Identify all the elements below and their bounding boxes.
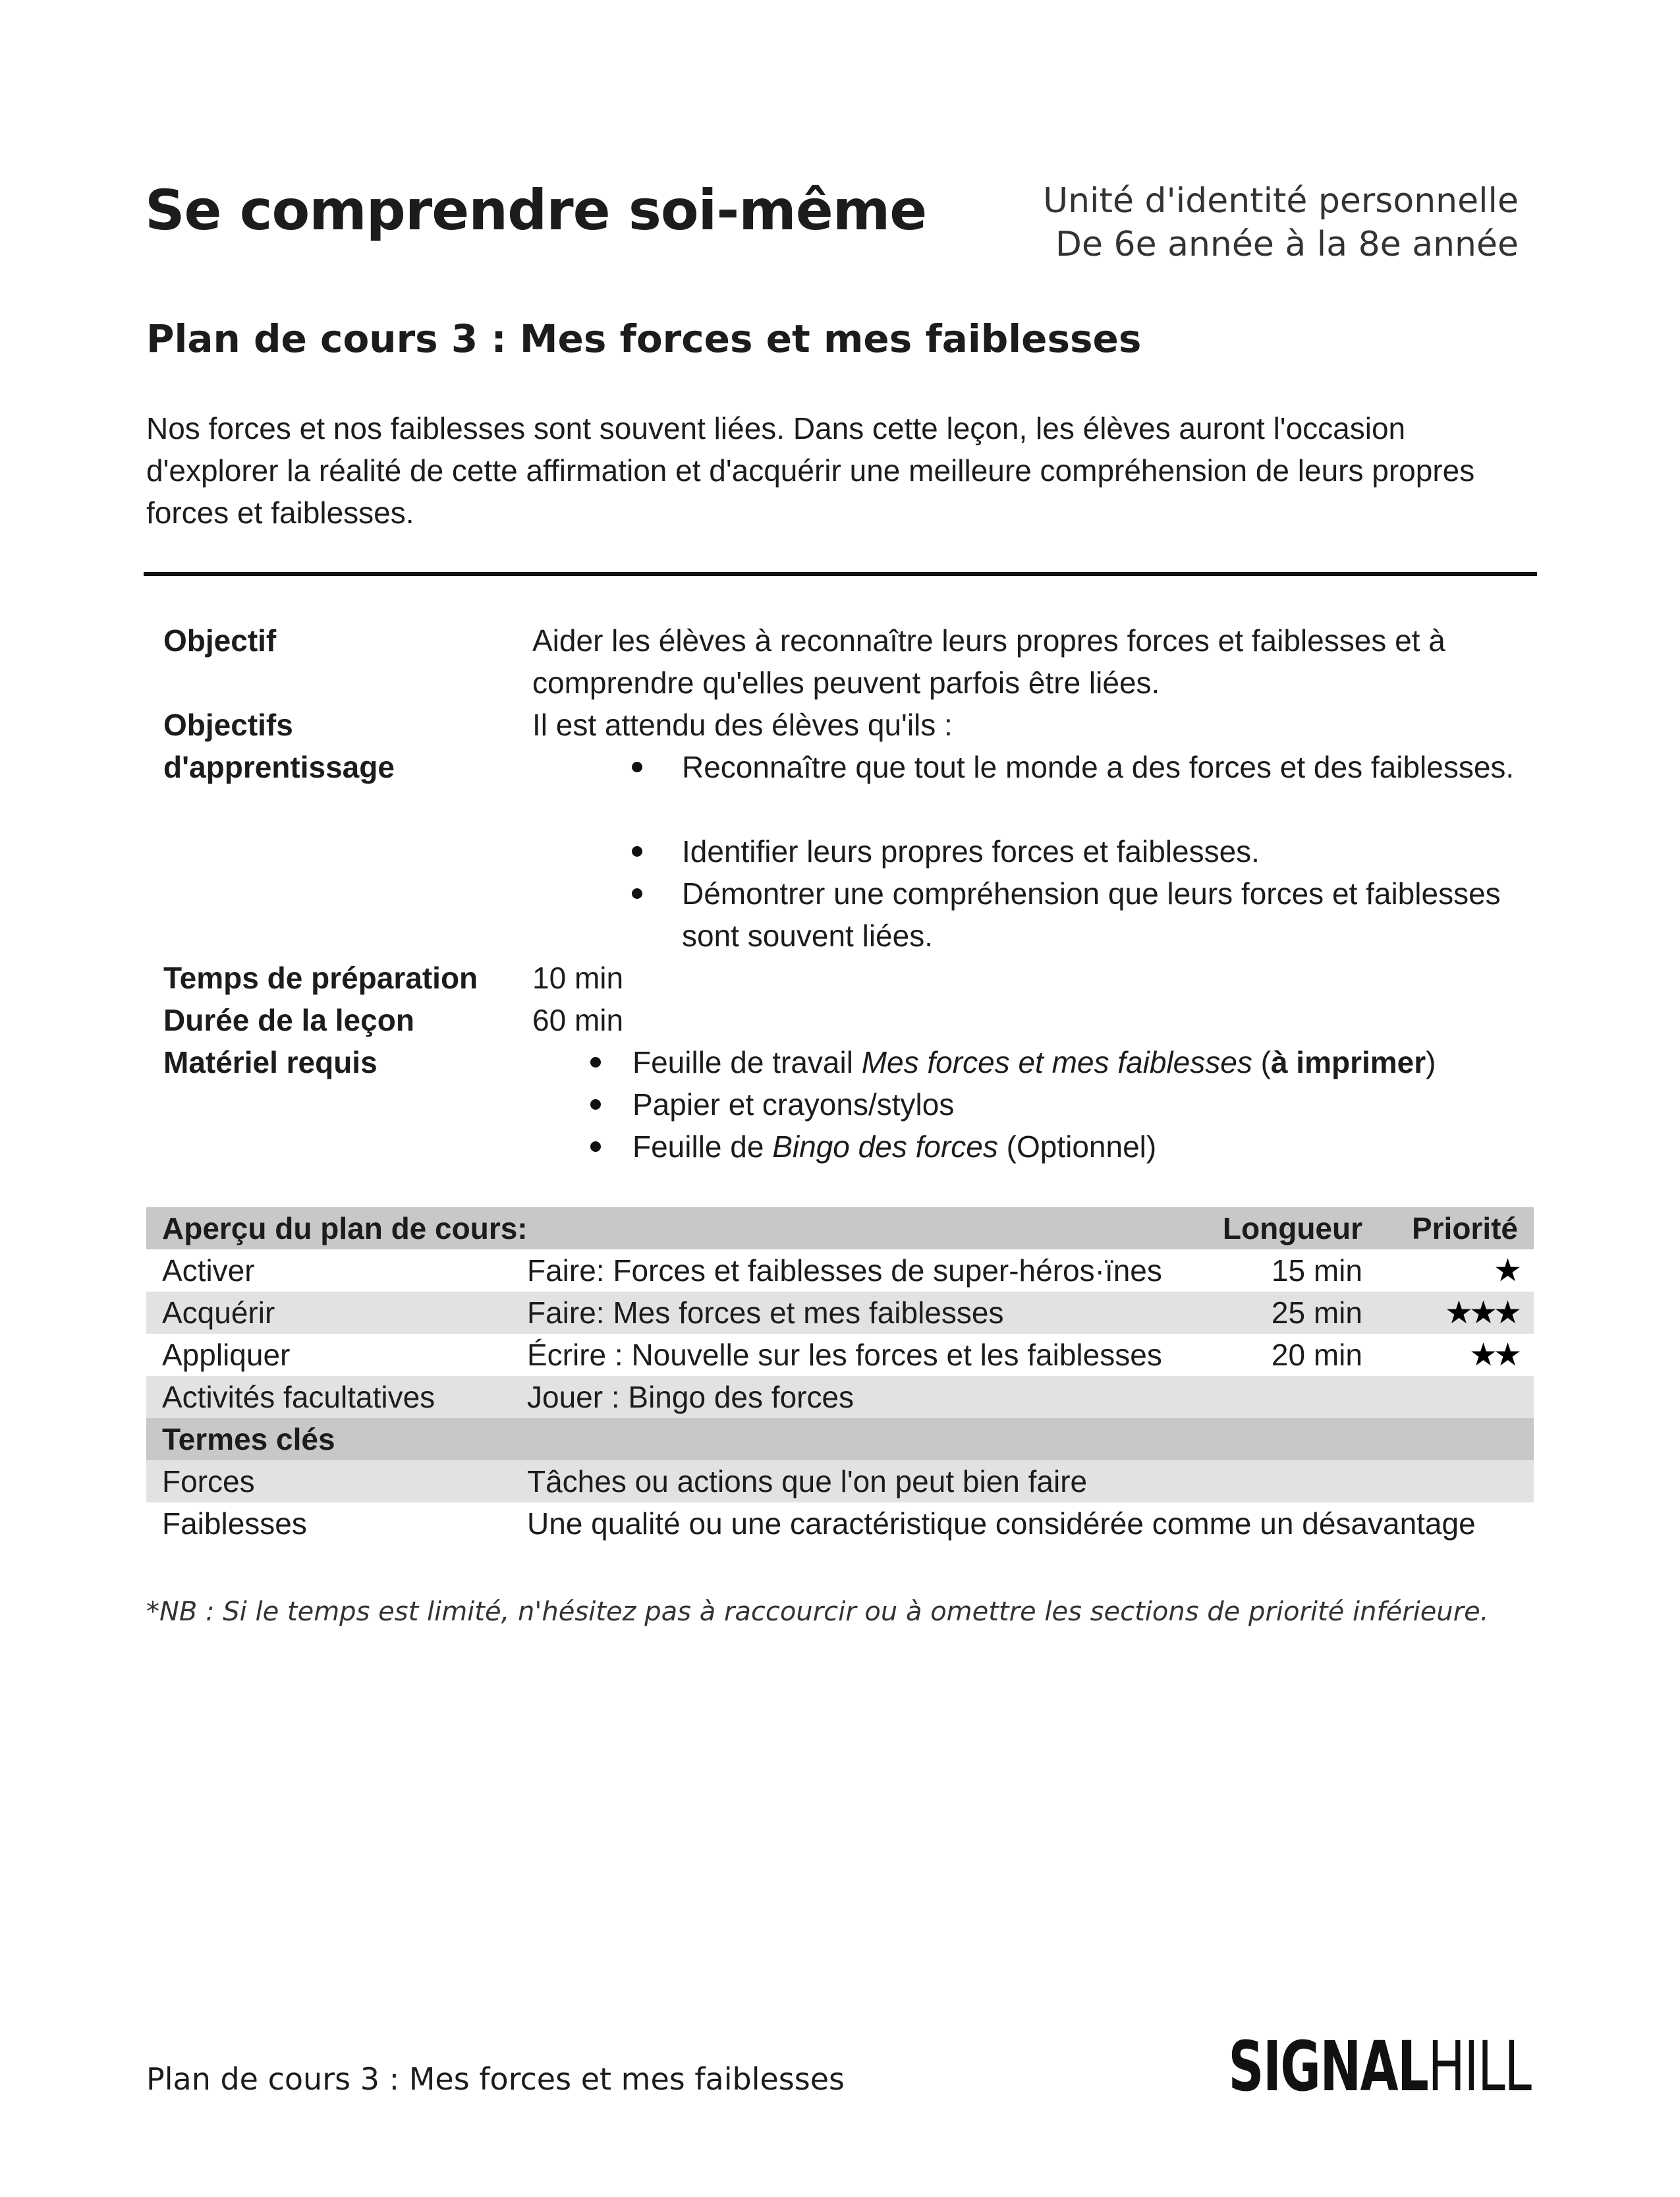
- priority-cell: [1378, 1292, 1534, 1334]
- overview-row: [146, 1292, 1534, 1334]
- material-item: Feuille de Bingo des forces (Optionnel): [632, 1126, 1528, 1168]
- overview-row: [146, 1376, 1534, 1418]
- length-cell: 25 min: [1202, 1292, 1378, 1334]
- length-cell: 15 min: [1271, 1253, 1362, 1288]
- term-row: [146, 1502, 1534, 1545]
- material-item: Feuille de travail Mes forces et mes faiblesses (à imprimer): [632, 1041, 1528, 1083]
- materials-list: [632, 1041, 1528, 1168]
- learning-objectives-list: [682, 746, 1538, 957]
- priority-header: Priorité: [1378, 1207, 1534, 1249]
- duration-label: Durée de la leçon: [163, 1003, 414, 1037]
- activity-cell: Jouer : Bingo des forces: [511, 1376, 1202, 1418]
- bullet-icon: [590, 1141, 601, 1152]
- materials-label: Matériel requis: [163, 1045, 378, 1079]
- overview-header-row: [146, 1207, 1534, 1249]
- definition-cell: Tâches ou actions que l'on peut bien faire: [511, 1460, 1534, 1502]
- priority-cell: [1378, 1249, 1534, 1292]
- lesson-heading: Plan de cours 3 : Mes forces et mes faiblesses: [146, 316, 1142, 361]
- learning-objectives-intro: Il est attendu des élèves qu'ils :: [532, 708, 953, 742]
- term-cell: Forces: [146, 1460, 511, 1502]
- bullet-icon: [632, 762, 642, 772]
- unit-info: [1043, 179, 1519, 266]
- learning-objective-item: Identifier leurs propres forces et faiblesses.: [682, 830, 1538, 872]
- priority-cell: [1378, 1334, 1534, 1376]
- phase-cell: Appliquer: [162, 1338, 291, 1372]
- overview-row: [146, 1249, 1534, 1292]
- activity-cell: Faire: Forces et faiblesses de super-héros·ïnes: [527, 1253, 1162, 1288]
- star-icon: ★★: [1469, 1336, 1518, 1373]
- overview-row: [146, 1334, 1534, 1376]
- duration-value: 60 min: [532, 1003, 624, 1037]
- bullet-icon: [632, 888, 642, 899]
- bullet-icon: [590, 1057, 601, 1068]
- definition-cell: Une qualité ou une caractéristique considérée comme un désavantage: [527, 1506, 1476, 1541]
- learning-objectives-label: Objectifs d'apprentissage: [163, 708, 395, 784]
- bullet-icon: [590, 1099, 601, 1110]
- objective-value: Aider les élèves à reconnaître leurs propres forces et faiblesses et à comprendre qu'elles peuvent parfois être liées.: [532, 623, 1445, 700]
- material-item: Papier et crayons/stylos: [632, 1083, 1528, 1126]
- divider: [144, 572, 1537, 576]
- grade-range: De 6e année à la 8e année: [1055, 225, 1519, 264]
- prep-time-label: Temps de préparation: [163, 961, 478, 995]
- prep-time-value: 10 min: [532, 961, 624, 995]
- overview-title: Aperçu du plan de cours:: [146, 1207, 1202, 1249]
- bullet-icon: [632, 846, 642, 857]
- phase-cell: Acquérir: [146, 1292, 511, 1334]
- phase-cell: Activer: [162, 1253, 255, 1288]
- phase-cell: Activités facultatives: [146, 1376, 511, 1418]
- term-cell: Faiblesses: [162, 1506, 307, 1541]
- learning-objective-item: Démontrer une compréhension que leurs forces et faiblesses sont souvent liées.: [682, 872, 1538, 957]
- footer-text: Plan de cours 3 : Mes forces et mes faiblesses: [146, 2061, 845, 2097]
- objective-label: Objectif: [163, 623, 277, 658]
- terms-header-row: [146, 1418, 1534, 1460]
- lesson-overview-table: [146, 1207, 1534, 1545]
- signalhill-logo: SIGNALHILL: [1228, 2026, 1531, 2107]
- length-cell: 20 min: [1271, 1338, 1362, 1372]
- star-icon: ★★★: [1444, 1294, 1518, 1331]
- learning-objective-item: Reconnaître que tout le monde a des forces et des faiblesses.: [682, 746, 1538, 830]
- document-title: Se comprendre soi-même: [145, 178, 927, 243]
- priority-note: *NB : Si le temps est limité, n'hésitez pas à raccourcir ou à omettre les sections de priorité inférieure.: [146, 1597, 1489, 1627]
- lesson-intro: Nos forces et nos faiblesses sont souvent liées. Dans cette leçon, les élèves auront l'occasion d'explorer la réalité de cette affirmation et d'acquérir une meilleure compréhension de leurs propres forces et faiblesses.: [146, 411, 1475, 530]
- term-row: [146, 1460, 1534, 1502]
- priority-cell: [1378, 1376, 1534, 1418]
- star-icon: ★: [1493, 1252, 1518, 1289]
- activity-cell: Écrire : Nouvelle sur les forces et les faiblesses: [527, 1338, 1162, 1372]
- length-header: Longueur: [1202, 1207, 1378, 1249]
- activity-cell: Faire: Mes forces et mes faiblesses: [511, 1292, 1202, 1334]
- unit-name: Unité d'identité personnelle: [1043, 181, 1519, 221]
- length-cell: [1202, 1376, 1378, 1418]
- terms-header: Termes clés: [146, 1418, 1534, 1460]
